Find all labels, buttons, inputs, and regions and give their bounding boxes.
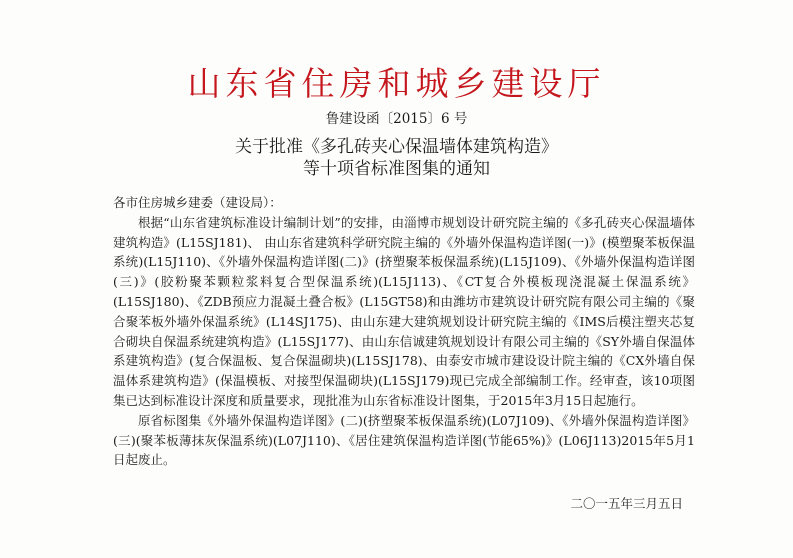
document-number: 鲁建设函〔2015〕6 号 (325, 111, 468, 127)
body-paragraph-2: 原省标图集《外墙外保温构造详图》(二)(挤塑聚苯板保温系统)(L07J109)、《外墙外保温构造详图》(三)(聚苯板薄抹灰保温系统)(L07J110)、《居住建筑保温构造详图(节能65%)》(L06J113)2015年5月1日起废止。 (113, 412, 695, 468)
document-title-line-1: 关于批准《多孔砖夹心保温墙体建筑构造》 (235, 137, 558, 157)
document-title-line-2: 等十项省标准图集的通知 (303, 159, 490, 179)
organization-title: 山东省住房和城乡建设厅 (187, 64, 606, 103)
document-title (0, 136, 793, 180)
salutation: 各市住房城乡建委（建设局）： (113, 195, 282, 210)
body-paragraph-1: 根据“山东省建筑标准设计编制计划”的安排，由淄博市规划设计研究院主编的《多孔砖夹心保温墙体建筑构造》(L15SJ181)、 由山东省建筑科学研究院主编的《外墙外保温构造详图(一)》(模塑聚苯板保温系统)(L15J110)、《外墙外保温构造详图(二)》(挤塑聚苯板保温系统)(L15J109)、《外墙外保温构造详图(三)》(胶粉聚苯颗粒浆料复合型保温系统)(L15J113)、《CT复合外模板现浇混凝土保温系统》(L15SJ180)、《ZDB预应力混凝土叠合板》(L15GT58)和由潍坊市建筑设计研究院有限公司主编的《聚合聚苯板外墙外保温系统》(L14SJ175)、由山东建大建筑规划设计研究院主编的《IMS后模注塑夹芯复合砌块自保温系统建筑构造》(L15SJ177)、由山东信诚建筑规划设计有限公司主编的《SY外墙自保温体系建筑构造》(复合保温板、复合保温砌块)(L15SJ178)、由泰安市城市建设设计院主编的《CX外墙自保温体系建筑构造》(保温模板、对接型保温砌块)(L15SJ179)现已完成全部编制工作。经审查，该10项图集已达到标准设计深度和质量要求，现批准为山东省标准设计图集，于2015年3月15日起施行。 (113, 214, 695, 408)
document-body (113, 193, 695, 470)
issue-date: 二〇一五年三月五日 (570, 496, 683, 511)
